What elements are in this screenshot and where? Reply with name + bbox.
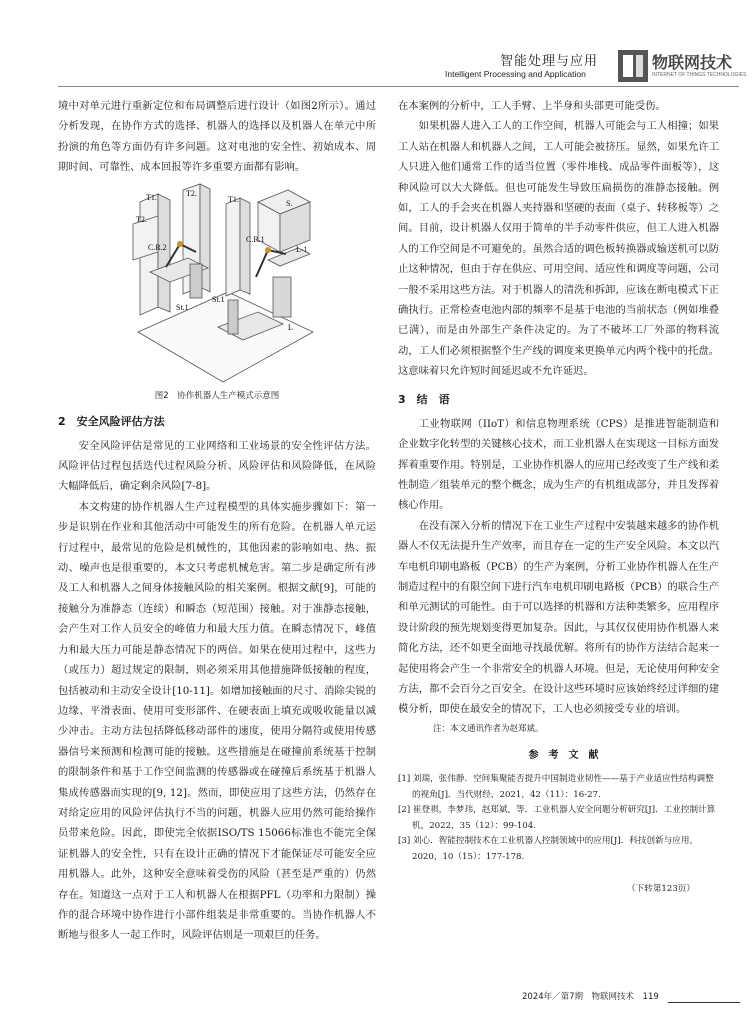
paragraph: 安全风险评估是常见的工业网络和工业场景的安全性评估方法。风险评估过程包括迭代过程风险分析、风险评估和风险降低，在风险大幅降低后，确定剩余风险[7-8]。 bbox=[58, 439, 376, 493]
section-subtitle: Intelligent Processing and Application bbox=[445, 69, 586, 79]
stack-st1-right bbox=[228, 300, 238, 334]
label-cr1: C.R.1 bbox=[246, 234, 265, 244]
header-rule bbox=[58, 86, 739, 87]
label-t2: T2. bbox=[186, 188, 197, 198]
paragraph: 本文构建的协作机器人生产过程模型的具体实施步骤如下：第一步是识别在作业和其他活动中可能发生的所有危险。在机器人单元运行过程中，最常见的危险是机械性的，其他因素的影响如电、热、振动、噪声也是很重要的，本文只考虑机械危害。第二步是确定所有涉及工人和机器人之间身体接触风险的相关案例。根据文献[9]，可能的接触分为准静态（连续）和瞬态（短范围）接触。对于准静态接触，会产生对工作人员安全的峰值力和最大压力值。在瞬态情况下，峰值力和最大压力可能是静态情况下的两倍。如果在使用过程中，这些力（或压力）超过规定的限制，则必须采用其他措施降低接触的程度，包括被动和主动安全设计[10-11]。如增加接触面的尺寸、消除尖锐的边缘、平滑表面、使用可变形部件、在硬表面上填充或吸收能量以减少冲击。主动方法包括降低移动部件的速度，使用分隔符或使用传感器信号来预测和检测可能的接触。这些措施是在碰撞前系统基于控制的限制条件和基于工作空间监测的传感器或在碰撞后系统基于机器人集成传感器而实现的[9, 12]。然而，即使应用了这些方法，仍然存在对给定应用的风险评估执行不当的问题，机器人应用仍然可能给操作员带来危险。因此，即使完全依据ISO/TS 15066标准也不能完全保证机器人的安全性，只有在设计正确的情况下才能保证尽可能安全应用机器人。此外，这种安全意味着受伤的风险（甚至是严重的）仍然存在。知道这一点对于工人和机器人在根据PFL（功率和力限制）操作的混合环境中协作进行小部件组装是非常重要的。当协作机器人不断地与很多人一起工作时，风险评估则是一项艰巨的任务。 bbox=[58, 500, 376, 942]
section-heading: 3 结 语 bbox=[398, 392, 450, 406]
figure-2 bbox=[58, 182, 376, 404]
section-title: 智能处理与应用 bbox=[500, 54, 599, 69]
right-column bbox=[398, 96, 719, 900]
cabinet-t1-mid-side bbox=[240, 198, 250, 294]
cabinet-t1-left-side bbox=[158, 194, 170, 312]
page-header bbox=[0, 0, 755, 90]
paragraph: 在没有深入分析的情况下在工业生产过程中安装越来越多的协作机器人不仅无法提升生产效率，而且存在一定的生产安全风险。本文以汽车电机印刷电路板（PCB）的生产为案例，分析工业协作机器人在生产制造过程中的有限空间下进行汽车电机印刷电路板（PCB）的联合生产和单元测试的可能性。由于可以选择的机器和方法种类繁多，应用程序设计阶段的预先规划变得更加复杂。因此，与其仅仅使用协作机器人来简化方法，还不如更全面地寻找最优解。将所有的协作方法结合起来一起使用将会产生一个非常安全的机器人环境。但是，无论使用何种安全方法，都不会百分之百安全。在设计这些环境时应该始终经过详细的建模分析，即使在最安全的情况下，工人也必须接受专业的培训。 bbox=[398, 519, 719, 716]
figure-caption: 图2 协作机器人生产模式示意图 bbox=[154, 390, 280, 401]
robot-joint-cr2 bbox=[177, 241, 183, 247]
left-column bbox=[58, 96, 376, 946]
paragraph: 工业物联网（IIoT）和信息物理系统（CPS）是推进智能制造和企业数字化转型的关键核心技术，而工业机器人在实现这一目标方面发挥着重要作用。特别是，工业协作机器人的应用已经改变了生产线和柔性制造／组装单元的整个概念，成为生产的有机组成部分，并且发挥着核心作用。 bbox=[398, 417, 719, 512]
label-l1: L-1 bbox=[296, 244, 308, 254]
journal-logo bbox=[618, 50, 747, 84]
label-s: S. bbox=[286, 198, 293, 208]
label-st1-left: St.1 bbox=[176, 302, 189, 312]
robot-cell-diagram bbox=[128, 182, 318, 386]
stack-l bbox=[273, 277, 291, 317]
stack-st1-left bbox=[190, 264, 202, 298]
label-t2-low: T2. bbox=[136, 214, 147, 224]
references-heading: 参考文献 bbox=[528, 749, 609, 761]
section-heading: 2 安全风险评估方法 bbox=[58, 414, 165, 428]
footer-rule bbox=[668, 1002, 740, 1003]
author-note: 注：本文通讯作者为赵郑斌。 bbox=[433, 723, 544, 734]
reference-item: [3] 刘心．智能控制技术在工业机器人控制领域中的应用[J]．科技创新与应用，2020，10（15）：177-178. bbox=[398, 836, 699, 862]
paragraph: 在本案例的分析中，工人手臂、上半身和头部更可能受伤。 bbox=[398, 100, 666, 112]
page-footer bbox=[0, 990, 755, 1020]
cabinet-t1-mid bbox=[226, 198, 240, 296]
robot-joint-cr1 bbox=[265, 247, 271, 253]
label-t1-mid: T1. bbox=[228, 194, 239, 204]
footer-text: 2024年／第7期 物联网技术 119 bbox=[522, 992, 659, 1002]
reference-item: [2] 崔登祺，李梦玮，赵郑斌，等．工业机器人安全问题分析研究[J]．工业控制计算机，2022，35（12）：99-104. bbox=[398, 805, 716, 831]
logo-small-text: INTERNET OF THINGS TECHNOLOGIES bbox=[652, 72, 747, 78]
reference-item: [1] 刘瑞，张伟静．空间集聚能否提升中国制造业韧性——基于产业适应性结构调整的视角[J]．当代财经，2021，42（11）：16-27. bbox=[398, 774, 714, 800]
label-t1: T1. bbox=[146, 192, 157, 202]
label-l: L bbox=[288, 322, 293, 332]
logo-text: 物联网技术 bbox=[652, 53, 733, 72]
label-st1-right: St.1 bbox=[212, 294, 225, 304]
label-cr2: C.R.2 bbox=[148, 242, 167, 252]
continued-note: （下转第123页） bbox=[627, 884, 695, 895]
paragraph: 境中对单元进行重新定位和布局调整后进行设计（如图2所示）。通过分析发现，在协作方式的选择、机器人的选择以及机器人在单元中所扮演的角色等方面仍有许多问题。这对电池的安全性、初始成本、周期时间、可靠性、成本回报等许多重要方面都有影响。 bbox=[58, 100, 376, 174]
logo-mark-icon bbox=[618, 50, 648, 82]
paragraph: 如果机器人进入工人的工作空间，机器人可能会与工人相撞；如果工人站在机器人和机器人之间，工人可能会被挤压。显然，如果允许工人只进入他们通常工作的适当位置（零件堆栈、成品零件面板等），这种风险可以大大降低。但也可能发生导致压扁损伤的准静态接触。例如，工人的手会夹在机器人夹持器和坚硬的表面（桌子、转移板等）之间。目前，设计机器人仅用于简单的半手动零件供应，但工人进入机器人的工作空间是不可避免的。虽然合适的调色板转换器或输送机可以防止这种情况，但由于存在供应、可用空间、适应性和调度等问题，公司一般不采用这些方法。对于机器人的清洗和拆卸，应该在断电模式下正确执行。正常检查电池内部的频率不是基于电池的当前状态（例如堆叠已满），而是由外部生产条件决定的。为了不破坏工厂外部的物料流动，工人们必须根据整个生产线的调度来更换单元内两个栈中的托盘。这意味着只允许短时间延迟或不允许延迟。 bbox=[398, 120, 719, 378]
